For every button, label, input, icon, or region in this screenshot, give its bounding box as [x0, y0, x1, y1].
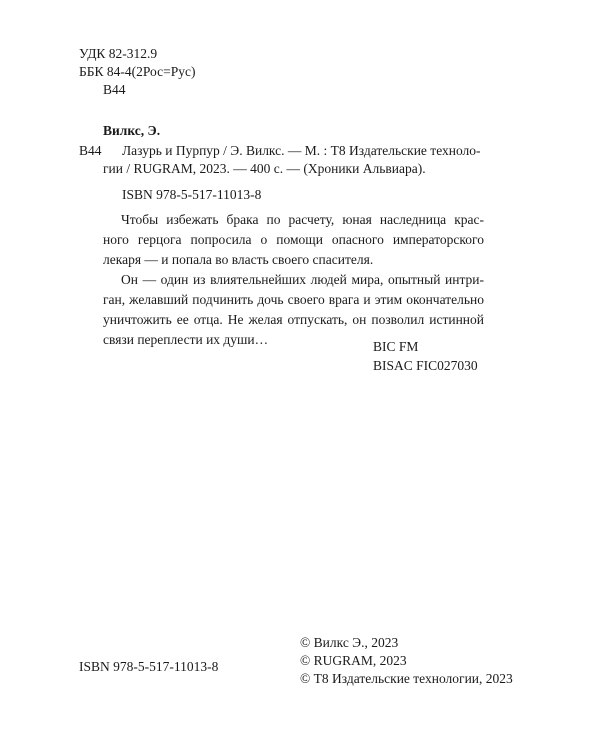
bisac-code: BISAC FIC027030: [373, 358, 478, 373]
record-title-line-2: гии / RUGRAM, 2023. — 400 с. — (Хроники Альвиара).: [103, 161, 426, 176]
annotation-line: Чтобы избежать брака по расчету, юная наследница крас-: [121, 212, 484, 227]
annotation-paragraph-1: [103, 210, 484, 270]
annotation-paragraph-2: [103, 270, 484, 350]
copyright-author: © Вилкс Э., 2023: [300, 635, 399, 650]
annotation-line: уничтожить ее отца. Не желая отпускать, он позволил истинной: [103, 312, 484, 327]
bic-code: BIC FM: [373, 339, 419, 354]
annotation-line: связи переплести их души…: [103, 332, 269, 347]
annotation-line: ного герцога попросила о помощи опасного императорского: [103, 232, 484, 247]
annotation-line: лекаря — и попала во власть своего спасителя.: [103, 252, 374, 267]
copyright-rugram: © RUGRAM, 2023: [300, 653, 407, 668]
footer-isbn: ISBN 978-5-517-11013-8: [79, 659, 219, 674]
record-isbn: ISBN 978-5-517-11013-8: [122, 187, 262, 202]
udk-code: УДК 82-312.9: [79, 46, 158, 61]
author-mark: В44: [103, 82, 126, 97]
bbk-code: ББК 84-4(2Рос=Рус): [79, 64, 196, 79]
record-title-line-1: Лазурь и Пурпур / Э. Вилкс. — М. : Т8 Издательские техноло-: [122, 143, 481, 158]
record-author: Вилкс, Э.: [103, 123, 161, 138]
copyright-t8: © Т8 Издательские технологии, 2023: [300, 671, 513, 686]
record-author-mark: В44: [79, 143, 102, 158]
annotation-line: ган, желавший подчинить дочь своего врага и этим окончательно: [103, 292, 484, 307]
annotation-line: Он — один из влиятельнейших людей мира, опытный интри-: [121, 272, 484, 287]
